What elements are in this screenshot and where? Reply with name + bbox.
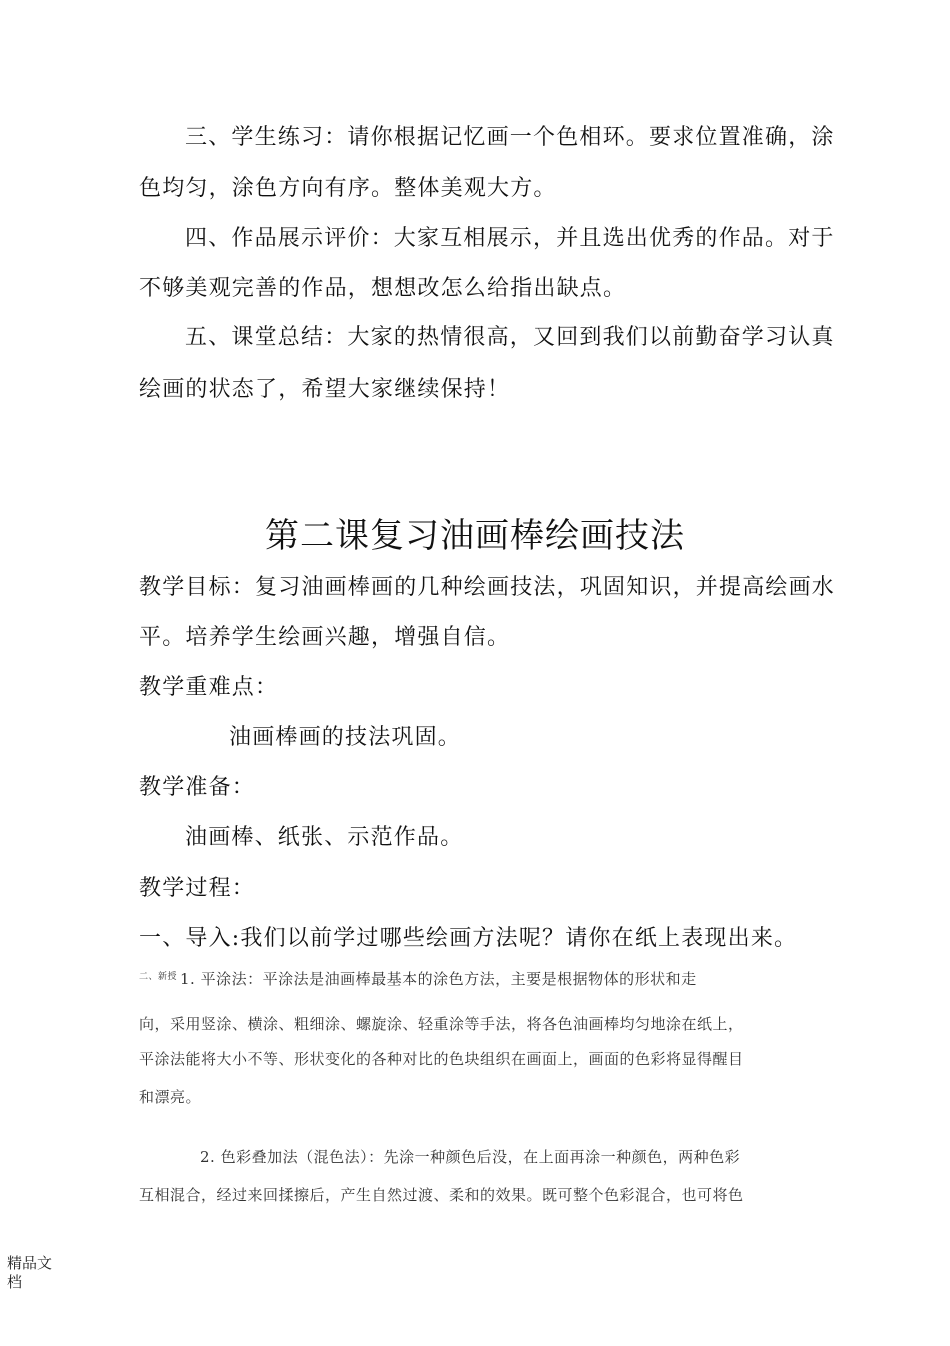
footer-label [7,1254,67,1292]
technique-1-line3: 平涂法能将大小不等、形状变化的各种对比的色块组织在画面上，画面的色彩将显得醒目 [139,1050,744,1068]
paragraph-practice-line1: 三、学生练习：请你根据记忆画一个色相环。要求位置准确，涂 [185,125,835,150]
paragraph-evaluation-line1: 四、作品展示评价：大家互相展示，并且选出优秀的作品。对于 [185,226,835,251]
technique-2-line1: 2. 色彩叠加法（混色法）：先涂一种颜色后没，在上面再涂一种颜色，两种色彩 [200,1148,741,1166]
technique-1-line4: 和漂亮。 [139,1088,202,1106]
footer-line2: 档 [7,1273,23,1291]
difficulty-text: 油画棒画的技法巩固。 [229,725,462,750]
teaching-goal-line1: 教学目标：复习油画棒画的几种绘画技法，巩固知识，并提高绘画水 [139,575,836,600]
process-label: 教学过程： [139,876,256,901]
difficulty-label: 教学重难点： [139,675,279,700]
technique-1-line1 [139,968,697,989]
teaching-goal-line2: 平。培养学生绘画兴趣，增强自信。 [139,625,511,650]
lesson-title: 第二课复习油画棒绘画技法 [265,516,685,556]
footer-line1: 精品文 [7,1254,53,1272]
preparation-label: 教学准备： [139,775,256,800]
technique-1-line2: 向，采用竖涂、横涂、粗细涂、螺旋涂、轻重涂等手法，将各色油画棒均匀地涂在纸上， [139,1015,744,1033]
paragraph-practice-line2: 色均匀，涂色方向有序。整体美观大方。 [139,176,557,201]
new-lesson-prefix: 二、新授 [139,972,178,982]
paragraph-summary-line2: 绘画的状态了，希望大家继续保持！ [139,377,511,402]
paragraph-evaluation-line2: 不够美观完善的作品，想想改怎么给指出缺点。 [139,276,627,301]
technique-1-text: 1. 平涂法：平涂法是油画棒最基本的涂色方法，主要是根据物体的形状和走 [180,970,697,988]
preparation-text: 油画棒、纸张、示范作品。 [185,825,464,850]
technique-2-line2: 互相混合，经过来回揉擦后，产生自然过渡、柔和的效果。既可整个色彩混合，也可将色 [139,1186,744,1204]
paragraph-summary-line1: 五、课堂总结：大家的热情很高，又回到我们以前勤奋学习认真 [185,325,835,350]
intro-step: 一、导入:我们以前学过哪些绘画方法呢？请你在纸上表现出来。 [139,926,798,951]
